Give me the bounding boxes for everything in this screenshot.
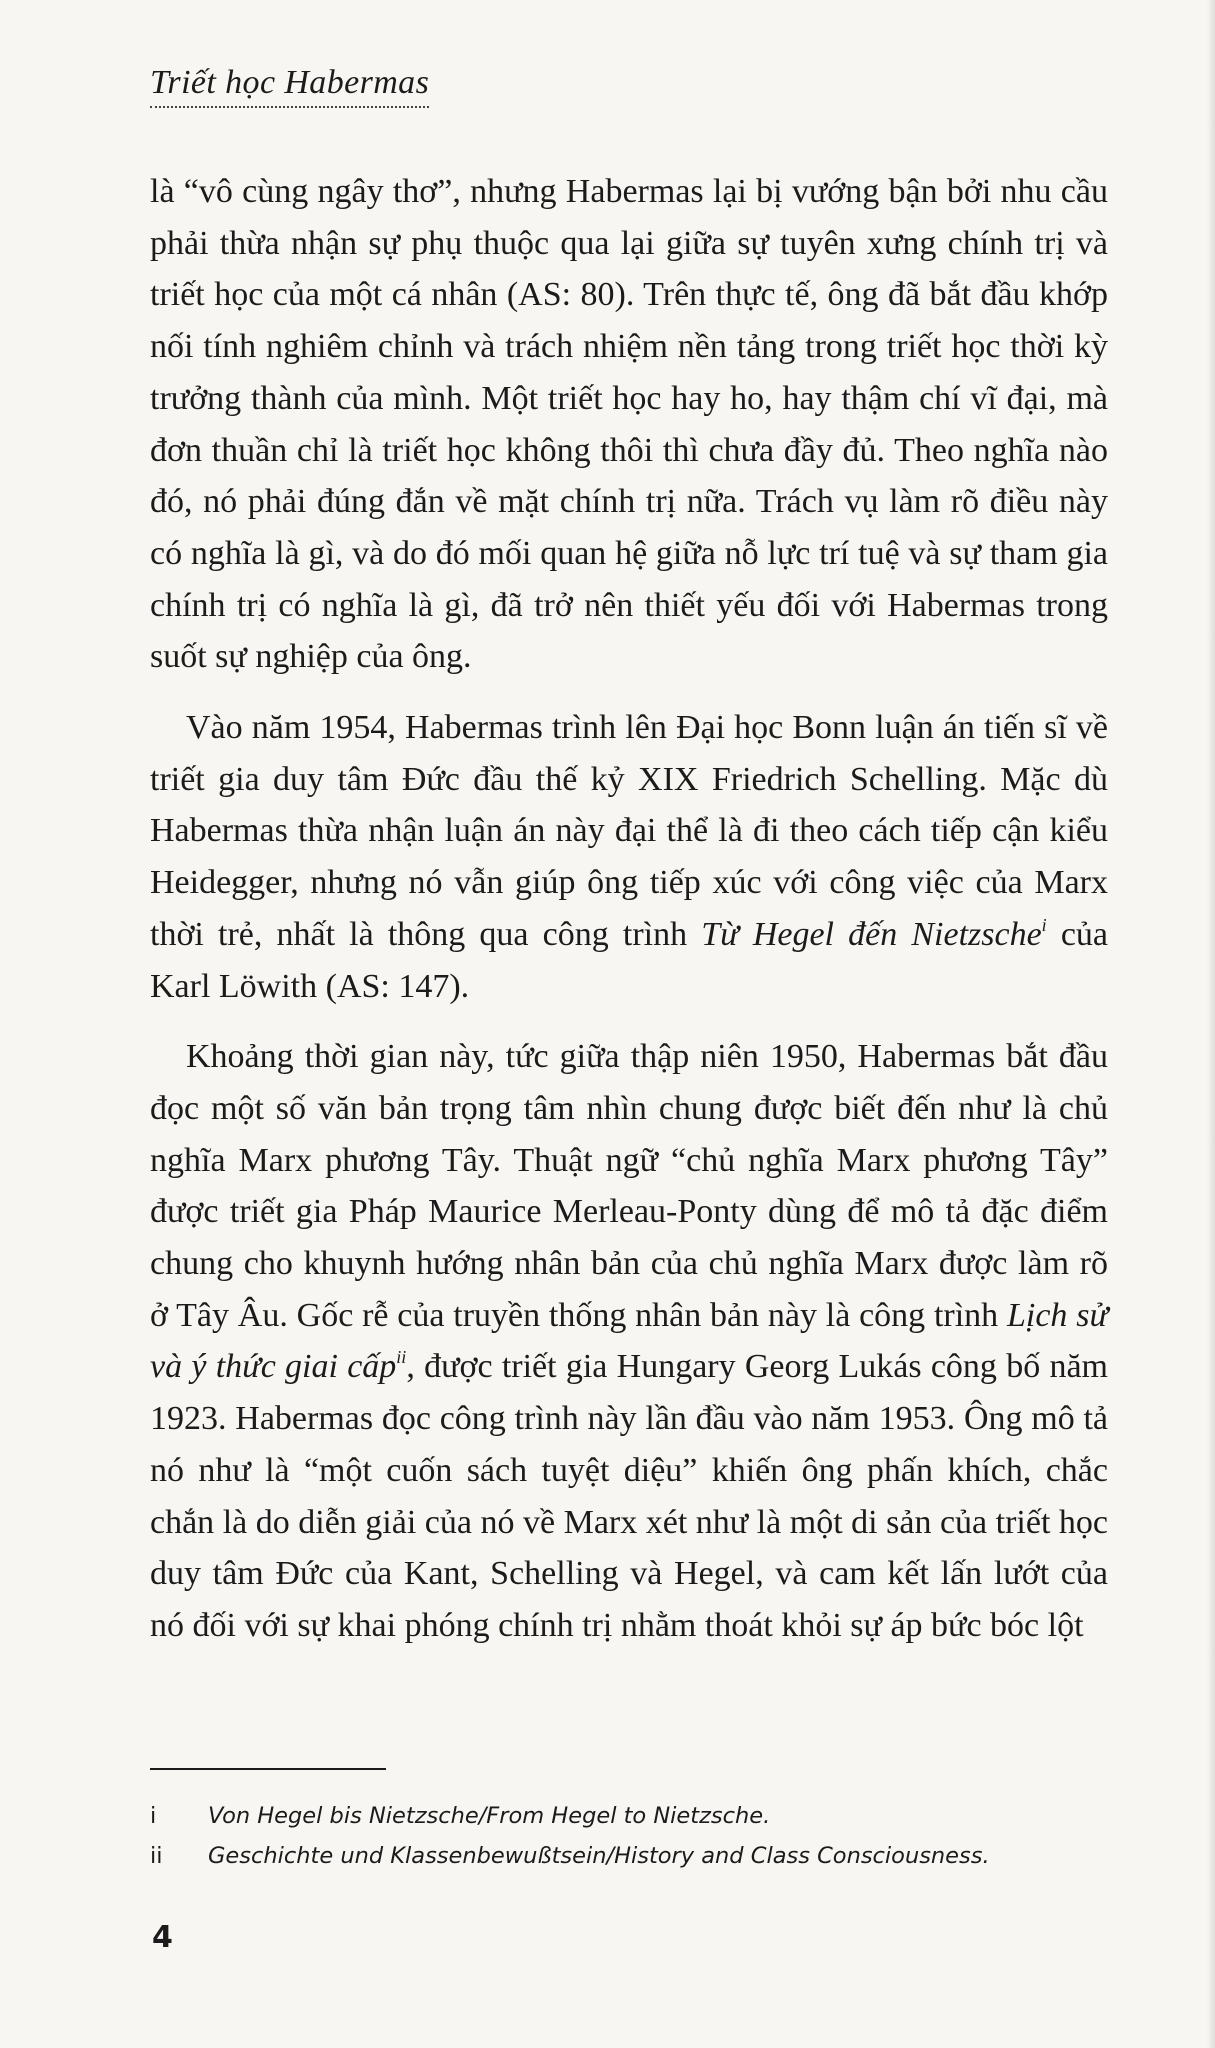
book-title-lich-su-y-thuc: Lịch sử và ý thức giai cấp: [150, 1296, 1108, 1386]
paragraph-1-text: là “vô cùng ngây thơ”, nhưng Habermas lại bị vướng bận bởi nhu cầu phải thừa nhận sự phụ thuộc qua lại giữa sự tuyên xưng chính trị và triết học của một cá nhân (AS: 80). Trên thực tế, ông đã bắt đầu khớp nối tính nghiêm chỉnh và trách nhiệm nền tảng trong triết học thời kỳ trưởng thành của mình. Một triết học hay ho, hay thậm chí vĩ đại, mà đơn thuần chỉ là triết học không thôi thì chưa đầy đủ. Theo nghĩa nào đó, nó phải đúng đắn về mặt chính trị nữa. Trách vụ làm rõ điều này có nghĩa là gì, và do đó mối quan hệ giữa nỗ lực trí tuệ và sự tham gia chính trị có nghĩa là gì, đã trở nên thiết yếu đối với Habermas trong suốt sự nghiệp của ông.: [150, 173, 1108, 676]
page-edge-shadow: [1207, 0, 1215, 2048]
footnotes: [150, 1796, 1110, 1876]
paragraph-2-text-after: của Karl Löwith (AS: 147).: [150, 915, 1109, 1005]
paragraph-3-text-after: , được triết gia Hungary Georg Lukás công bố năm 1923. Habermas đọc công trình này lần đầu vào năm 1953. Ông mô tả nó như là “một cuốn sách tuyệt diệu” khiến ông phấn khích, chắc chắn là do diễn giải của nó về Marx xét như là một di sản của triết học duy tâm Đức của Kant, Schelling và Hegel, và cam kết lấn lướt của nó đối với sự khai phóng chính trị nhằm thoát khỏi sự áp bức bóc lột: [150, 1348, 1108, 1644]
page-number: 4: [152, 1920, 173, 1955]
footnote-ii: [150, 1836, 1110, 1876]
paragraph-3: [150, 1031, 1108, 1651]
paragraph-1: [150, 166, 1108, 683]
footnote-mark: i: [150, 1803, 157, 1829]
footnote-ref-ii: ii: [396, 1347, 407, 1368]
paragraph-3-text-before: Khoảng thời gian này, tức giữa thập niên 1950, Habermas bắt đầu đọc một số văn bản trọng tâm nhìn chung được biết đến như là chủ nghĩa Marx phương Tây. Thuật ngữ “chủ nghĩa Marx phương Tây” được triết gia Pháp Maurice Merleau-Ponty dùng để mô tả đặc điểm chung cho khuynh hướng nhân bản của chủ nghĩa Marx được làm rõ ở Tây Âu. Gốc rễ của truyền thống nhân bản này là công trình: [150, 1038, 1108, 1334]
paragraph-2-text-before: Vào năm 1954, Habermas trình lên Đại học Bonn luận án tiến sĩ về triết gia duy tâm Đức đầu thế kỷ XIX Friedrich Schelling. Mặc dù Habermas thừa nhận luận án này đại thể là đi theo cách tiếp cận kiểu Heidegger, nhưng nó vẫn giúp ông tiếp xúc với công việc của Marx thời trẻ, nhất là thông qua công trình: [150, 709, 1108, 953]
footnote-i: [150, 1796, 1110, 1836]
footnote-mark: ii: [150, 1843, 163, 1869]
book-title-hegel-nietzsche: Từ Hegel đến Nietzsche: [701, 915, 1042, 953]
running-head: Triết học Habermas: [150, 64, 429, 108]
paragraph-2: [150, 702, 1108, 1012]
footnote-ref-i: i: [1041, 914, 1047, 935]
footnote-text: Von Hegel bis Nietzsche/From Hegel to Nietzsche.: [208, 1803, 771, 1829]
footnote-text: Geschichte und Klassenbewußtsein/History and Class Consciousness.: [208, 1843, 990, 1869]
body-text: [150, 166, 1108, 1652]
footnote-divider: [150, 1768, 386, 1770]
